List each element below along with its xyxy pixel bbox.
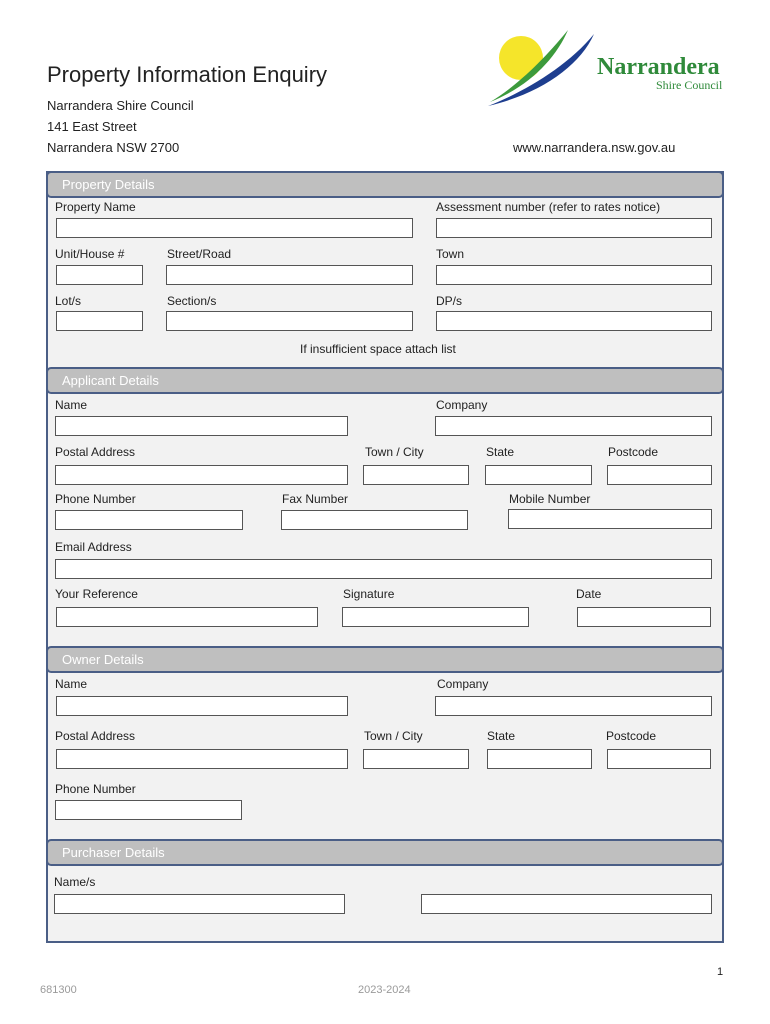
sections-label: Section/s: [167, 294, 217, 308]
owner-company-label: Company: [437, 677, 489, 691]
applicant-town-city-label: Town / City: [365, 445, 424, 459]
council-town: Narrandera NSW 2700: [47, 140, 180, 155]
street-road-label: Street/Road: [167, 247, 232, 261]
applicant-postcode-input[interactable]: [607, 465, 712, 485]
assessment-number-input[interactable]: [436, 218, 712, 238]
date-label: Date: [576, 587, 602, 601]
owner-postcode-label: Postcode: [606, 729, 657, 743]
your-reference-input[interactable]: [56, 607, 318, 627]
applicant-company-label: Company: [436, 398, 488, 412]
applicant-phone-input[interactable]: [55, 510, 243, 530]
lots-input[interactable]: [56, 311, 143, 331]
purchaser-name-input-1[interactable]: [54, 894, 345, 914]
owner-details-heading: Owner Details: [46, 646, 724, 673]
owner-postal-address-label: Postal Address: [55, 729, 136, 743]
logo-subtitle: Shire Council: [656, 78, 723, 92]
owner-town-city-label: Town / City: [364, 729, 423, 743]
assessment-number-label: Assessment number (refer to rates notice): [436, 200, 661, 214]
street-road-input[interactable]: [166, 265, 413, 285]
applicant-postcode-label: Postcode: [608, 445, 659, 459]
applicant-postal-address-label: Postal Address: [55, 445, 136, 459]
applicant-fax-input[interactable]: [281, 510, 468, 530]
applicant-mobile-input[interactable]: [508, 509, 712, 529]
council-street: 141 East Street: [47, 119, 137, 134]
website-link[interactable]: www.narrandera.nsw.gov.au: [513, 140, 676, 155]
insufficient-space-note: If insufficient space attach list: [300, 342, 456, 356]
signature-input[interactable]: [342, 607, 529, 627]
sections-input[interactable]: [166, 311, 413, 331]
town-label: Town: [436, 247, 465, 261]
applicant-phone-label: Phone Number: [55, 492, 136, 506]
logo-name: Narrandera: [597, 54, 720, 80]
form-number: 681300: [40, 984, 77, 996]
applicant-mobile-label: Mobile Number: [509, 492, 591, 506]
form-panel: [46, 171, 724, 943]
property-name-input[interactable]: [56, 218, 413, 238]
applicant-name-label: Name: [55, 398, 88, 412]
signature-label: Signature: [343, 587, 395, 601]
owner-town-city-input[interactable]: [363, 749, 469, 769]
page-number: 1: [717, 966, 724, 978]
applicant-town-city-input[interactable]: [363, 465, 469, 485]
lots-label: Lot/s: [55, 294, 82, 308]
purchaser-names-label: Name/s: [54, 875, 96, 889]
property-name-label: Property Name: [55, 200, 136, 214]
town-input[interactable]: [436, 265, 712, 285]
page-title: Property Information Enquiry: [47, 62, 328, 87]
applicant-fax-label: Fax Number: [282, 492, 349, 506]
applicant-postal-address-input[interactable]: [55, 465, 348, 485]
property-details-heading: Property Details: [46, 171, 724, 198]
unit-house-input[interactable]: [56, 265, 143, 285]
dps-input[interactable]: [436, 311, 712, 331]
owner-company-input[interactable]: [435, 696, 712, 716]
council-name: Narrandera Shire Council: [47, 98, 194, 113]
owner-phone-input[interactable]: [55, 800, 242, 820]
applicant-state-label: State: [486, 445, 515, 459]
applicant-details-heading: Applicant Details: [46, 367, 724, 394]
applicant-company-input[interactable]: [435, 416, 712, 436]
applicant-name-input[interactable]: [55, 416, 348, 436]
applicant-state-input[interactable]: [485, 465, 592, 485]
owner-phone-label: Phone Number: [55, 782, 136, 796]
sun-icon: [499, 36, 543, 80]
dps-label: DP/s: [436, 294, 463, 308]
owner-postcode-input[interactable]: [607, 749, 711, 769]
applicant-email-input[interactable]: [55, 559, 712, 579]
unit-house-label: Unit/House #: [55, 247, 125, 261]
purchaser-name-input-2[interactable]: [421, 894, 712, 914]
form-year: 2023-2024: [358, 984, 411, 996]
purchaser-details-heading: Purchaser Details: [46, 839, 724, 866]
owner-postal-address-input[interactable]: [56, 749, 348, 769]
your-reference-label: Your Reference: [55, 587, 138, 601]
owner-name-label: Name: [55, 677, 88, 691]
applicant-email-label: Email Address: [55, 540, 132, 554]
owner-name-input[interactable]: [56, 696, 348, 716]
date-input[interactable]: [577, 607, 711, 627]
owner-state-input[interactable]: [487, 749, 592, 769]
owner-state-label: State: [487, 729, 516, 743]
